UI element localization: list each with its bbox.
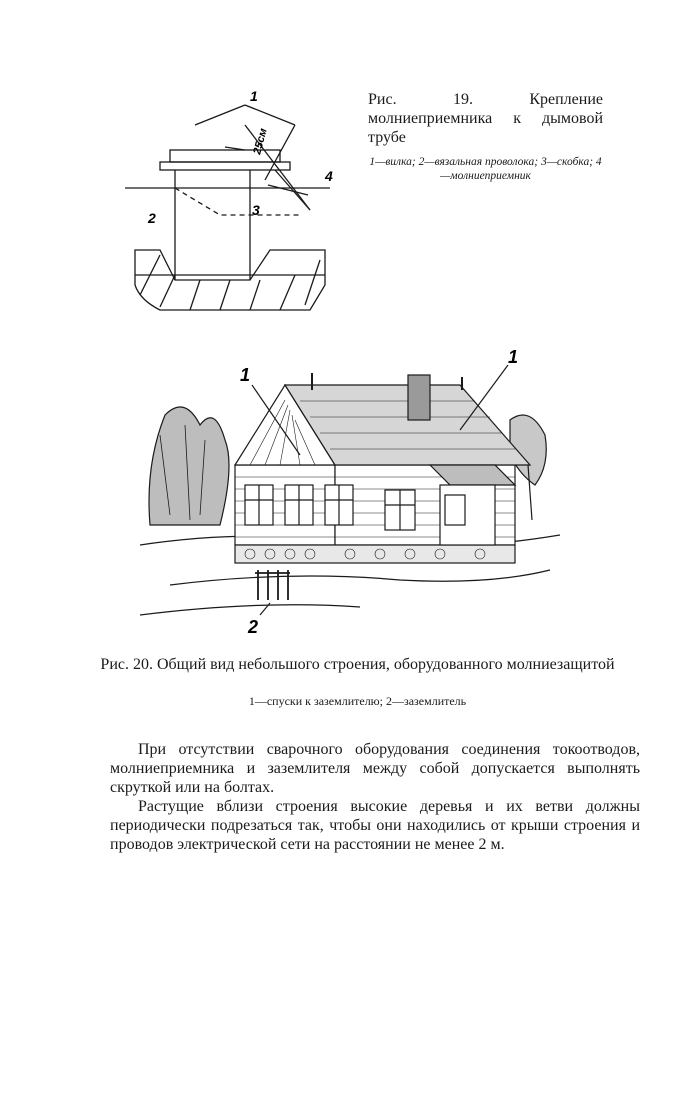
fig19-label-3: 3 <box>252 202 260 218</box>
paragraph-1: При отсутствии сварочного оборудования соединения токоотводов, молниеприемника и заземлителя между собой допускается выполнять скруткой или на болтах. <box>110 741 640 796</box>
paragraph-2: Растущие вблизи строения высокие деревья и их ветви должны периодически подрезаться так, чтобы они находились от крыши строения и проводов электрической сети на расстоянии не менее 2 м. <box>110 798 640 853</box>
fig20-label-2: 2 <box>248 617 259 637</box>
figure-19-legend: 1—вилка; 2—вязальная проволока; 3—скобка; 4—молниеприемник <box>369 156 602 182</box>
fig20-label-1-right: 1 <box>508 347 519 367</box>
fig19-dimension-label: 25см <box>251 127 270 156</box>
fig19-label-4: 4 <box>325 168 333 184</box>
fig20-label-1-left: 1 <box>240 365 251 385</box>
body-text <box>110 740 640 854</box>
figure-19-caption <box>368 90 603 183</box>
fig19-label-1: 1 <box>250 88 258 104</box>
figure-20-title: Рис. 20. Общий вид небольшого строения, оборудованного молниезащитой <box>100 656 615 673</box>
fig19-label-2: 2 <box>148 210 156 226</box>
figure-19-title: Рис. 19. Крепление молниеприемника к дымовой трубе <box>368 91 603 146</box>
figure-19-chimney-drawing <box>120 85 340 325</box>
figure-20-legend: 1—спуски к заземлителю; 2—заземлитель <box>248 694 467 708</box>
figure-20-house-illustration <box>140 345 560 640</box>
